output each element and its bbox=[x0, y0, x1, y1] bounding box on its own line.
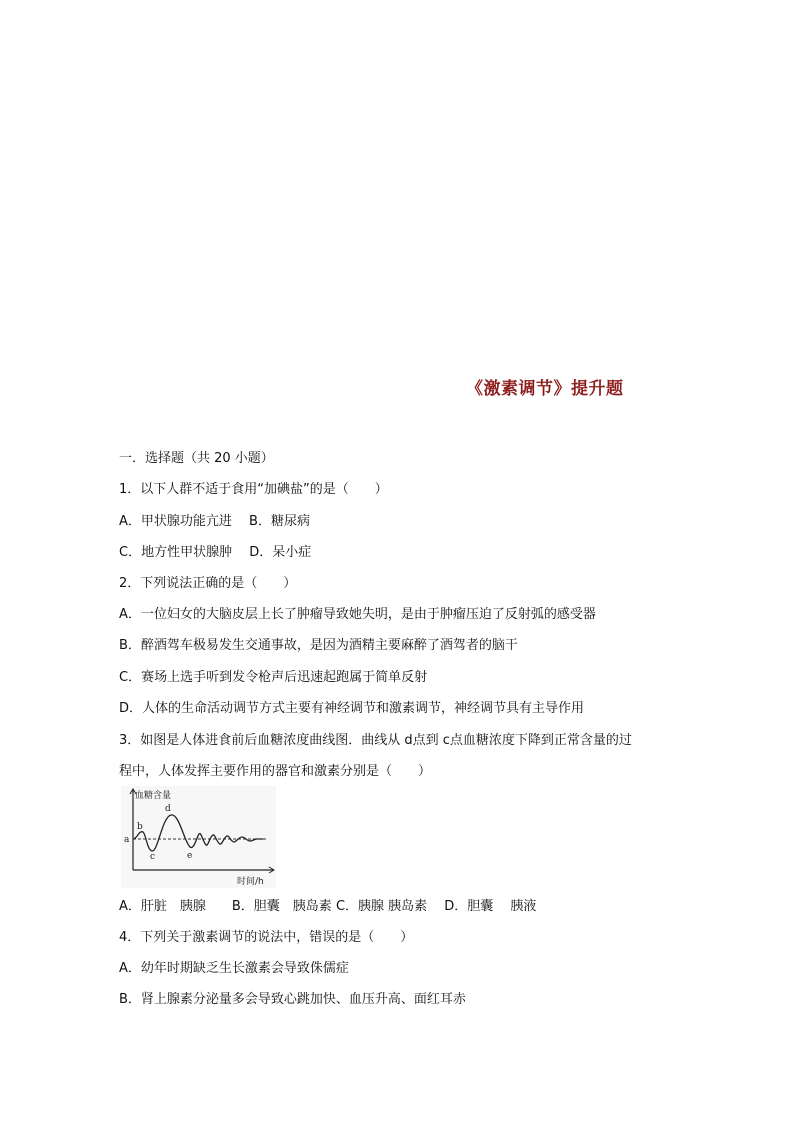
q2-option-d: D．人体的生命活动调节方式主要有神经调节和激素调节，神经调节具有主导作用 bbox=[119, 701, 585, 716]
point-label-b: b bbox=[137, 822, 143, 832]
q3-options: A．肝脏 胰腺 B．胆囊 胰岛素 C．胰腺 胰岛素 D．胆囊 胰液 bbox=[119, 899, 537, 914]
q2-option-b: B．醉酒驾车极易发生交通事故，是因为酒精主要麻醉了酒驾者的脑干 bbox=[119, 638, 518, 653]
blood-sugar-curve-figure bbox=[121, 786, 276, 888]
q3-stem-line1: 3．如图是人体进食前后血糖浓度曲线图．曲线从 d点到 c点血糖浓度下降到正常含量的过 bbox=[119, 733, 632, 748]
q1-options-row1: A．甲状腺功能亢进 B．糖尿病 bbox=[119, 514, 310, 529]
q2-option-c: C．赛场上选手听到发令枪声后迅速起跑属于简单反射 bbox=[119, 670, 428, 685]
point-label-a: a bbox=[124, 835, 130, 845]
point-label-e: e bbox=[187, 851, 193, 861]
q4-stem: 4．下列关于激素调节的说法中，错误的是（ ） bbox=[119, 930, 414, 945]
y-axis-label: 血糖含量 bbox=[135, 791, 172, 801]
q1-stem: 1．以下人群不适于食用“加碘盐”的是（ ） bbox=[119, 482, 388, 497]
point-label-c: c bbox=[150, 852, 156, 862]
document-title: 《激素调节》提升题 bbox=[466, 379, 624, 399]
q1-options-row2: C．地方性甲状腺肿 D．呆小症 bbox=[119, 545, 312, 560]
q2-stem: 2．下列说法正确的是（ ） bbox=[119, 576, 297, 591]
point-label-d: d bbox=[165, 804, 171, 814]
figure-background bbox=[121, 786, 276, 888]
q3-stem-line2: 程中，人体发挥主要作用的器官和激素分别是（ ） bbox=[119, 764, 432, 779]
q4-option-b: B．肾上腺素分泌量多会导致心跳加快、血压升高、面红耳赤 bbox=[119, 992, 466, 1007]
x-axis-label: 时间/h bbox=[237, 877, 264, 887]
q2-option-a: A．一位妇女的大脑皮层上长了肿瘤导致她失明，是由于肿瘤压迫了反射弧的感受器 bbox=[119, 607, 596, 622]
section-heading: 一．选择题（共 20 小题） bbox=[119, 451, 274, 466]
q4-option-a: A．幼年时期缺乏生长激素会导致侏儒症 bbox=[119, 961, 349, 976]
